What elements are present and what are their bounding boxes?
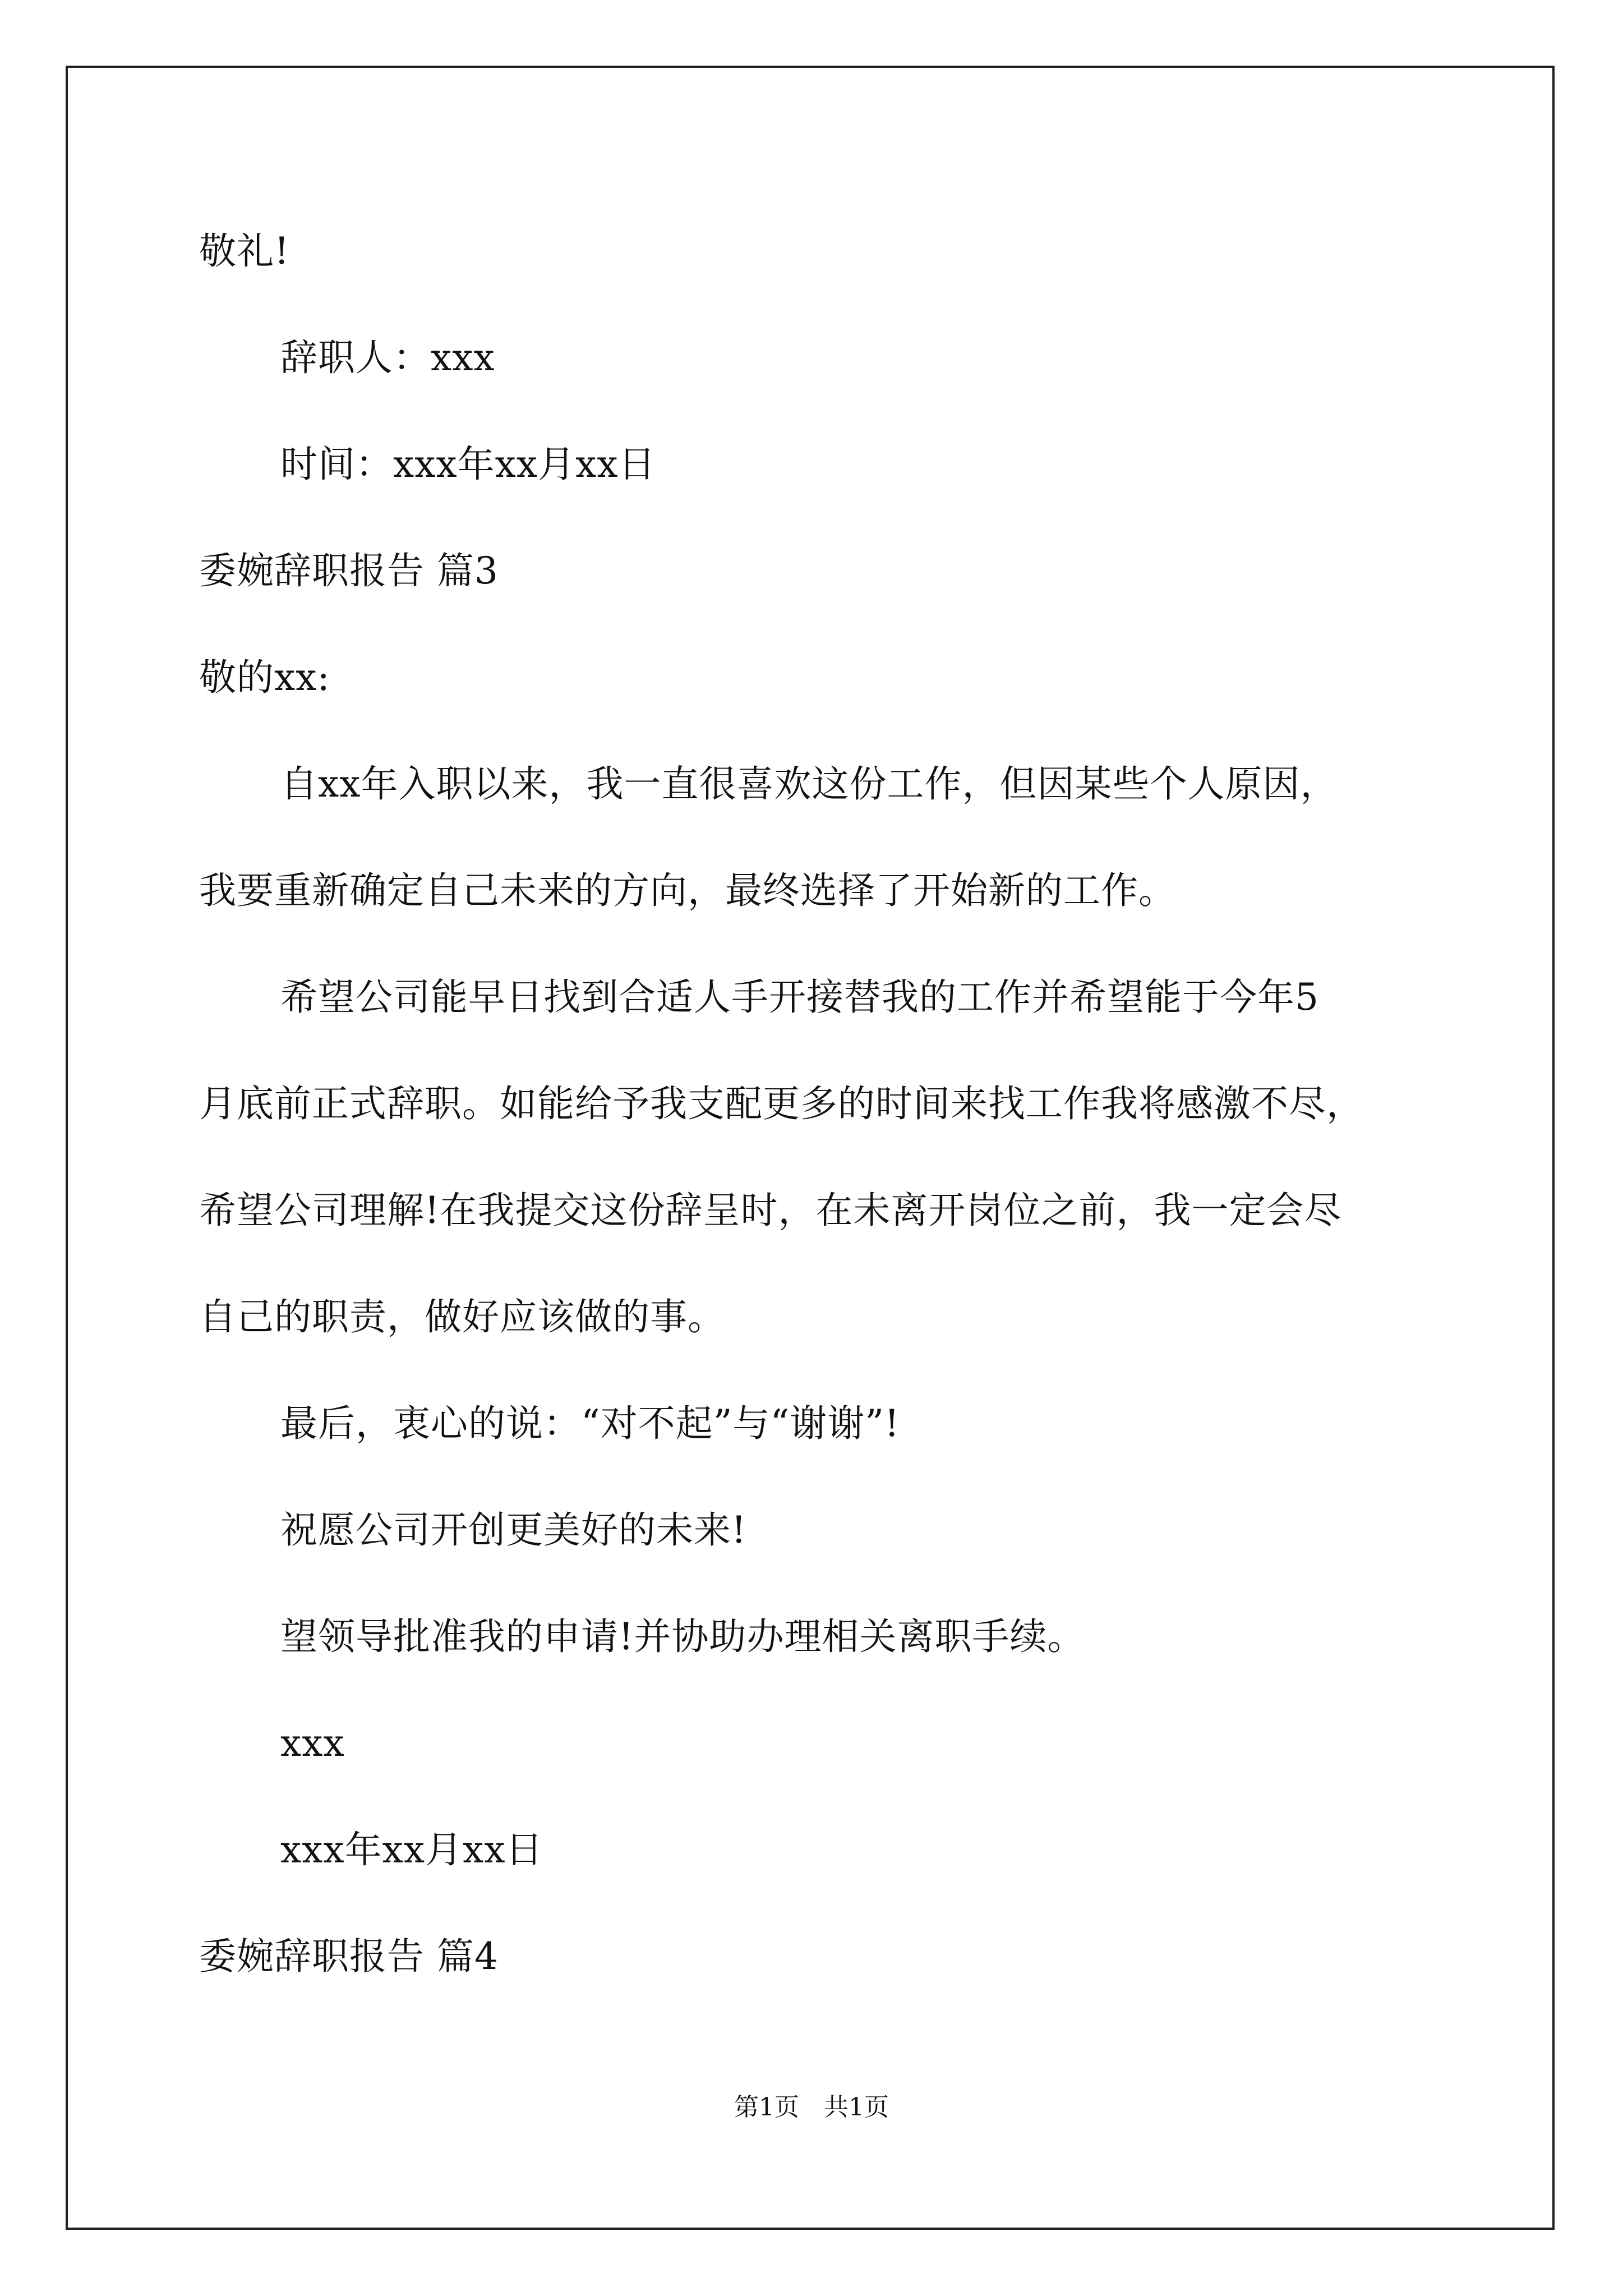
body-paragraph-line: 希望公司理解!在我提交这份辞呈时，在未离开岗位之前，我一定会尽 (199, 1189, 1342, 1232)
section-heading-3: 委婉辞职报告 篇3 (199, 549, 499, 592)
body-paragraph-line: 月底前正式辞职。如能给予我支配更多的时间来找工作我将感激不尽， (199, 1082, 1364, 1125)
signature-date: xxx年xx月xx日 (280, 1828, 543, 1871)
body-paragraph-line: 我要重新确定自己未来的方向，最终选择了开始新的工作。 (199, 869, 1176, 912)
resigner-name: 辞职人：xxx (280, 336, 495, 379)
closing-salutation: 敬礼! (199, 229, 290, 273)
body-paragraph-line: 自xx年入职以来，我一直很喜欢这份工作，但因某些个人原因， (280, 762, 1338, 806)
letter-greeting: 敬的xx: (199, 656, 330, 699)
body-paragraph-line: 望领导批准我的申请!并协助办理相关离职手续。 (280, 1615, 1085, 1658)
body-paragraph-line: 最后，衷心的说：“对不起”与“谢谢”! (280, 1402, 900, 1445)
body-paragraph-line: 希望公司能早日找到合适人手开接替我的工作并希望能于今年5 (280, 976, 1319, 1019)
body-paragraph-line: 祝愿公司开创更美好的未来! (280, 1508, 747, 1552)
resignation-date: 时间：xxx年xx月xx日 (280, 443, 656, 486)
page-number-footer: 第1页 共1页 (734, 2093, 889, 2122)
signature-name: xxx (280, 1722, 345, 1765)
body-paragraph-line: 自己的职责，做好应该做的事。 (199, 1295, 725, 1338)
page-border (66, 66, 1555, 2230)
section-heading-4: 委婉辞职报告 篇4 (199, 1935, 499, 1978)
